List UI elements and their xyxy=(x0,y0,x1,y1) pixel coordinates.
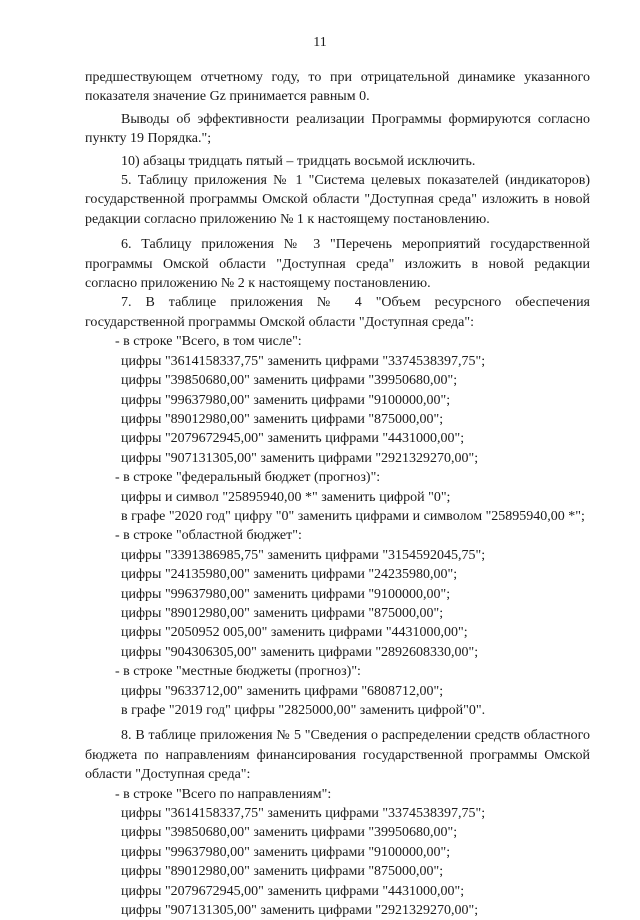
paragraph-item-10: 10) абзацы тридцать пятый – тридцать восьмой исключить. xyxy=(121,153,476,169)
row-heading-directions: - в строке "Всего по направлениям": xyxy=(115,786,332,802)
replacement-line: цифры "2079672945,00" заменить цифрами "4431000,00"; xyxy=(121,431,465,447)
replacement-line-2019: в графе "2019 год" цифры "2825000,00" заменить цифрой"0". xyxy=(121,703,486,718)
paragraph-point-5: 5. Таблицу приложения № 1 "Система целевых показателей (индикаторов) государственной программы Омской области "Доступная среда" изложить в новой редакции согласно приложению № 1 к настоящему постановлению. xyxy=(85,173,590,227)
paragraph-continuation: предшествующем отчетному году, то при отрицательной динамике указанного показателя значение Gz принимается равным 0. xyxy=(85,70,590,105)
replacement-line: цифры "3614158337,75" заменить цифрами "3374538397,75"; xyxy=(121,353,486,369)
replacement-line: цифры "2050952 005,00" заменить цифрами "4431000,00"; xyxy=(121,625,468,641)
row-heading-federal: - в строке "федеральный бюджет (прогноз)": xyxy=(115,470,381,486)
replacement-line: цифры "99637980,00" заменить цифрами "9100000,00"; xyxy=(121,586,451,602)
page-number: 11 xyxy=(313,35,327,50)
replacement-line: цифры "99637980,00" заменить цифрами "9100000,00"; xyxy=(121,844,451,860)
paragraph-point-8: 8. В таблице приложения № 5 "Сведения о распределении средств областного бюджета по направлениям финансирования государственной программы Омской области "Доступная среда": xyxy=(85,728,590,783)
replacement-line: цифры "39850680,00" заменить цифрами "39950680,00"; xyxy=(121,373,458,389)
replacement-line: цифры и символ "25895940,00 *" заменить цифрой "0"; xyxy=(121,489,451,505)
paragraph-conclusions: Выводы об эффективности реализации Программы формируются согласно пункту 19 Порядка."; xyxy=(85,111,590,147)
replacement-line: цифры "89012980,00" заменить цифрами "875000,00"; xyxy=(121,864,444,880)
replacement-line: цифры "89012980,00" заменить цифрами "875000,00"; xyxy=(121,605,444,621)
replacement-line: цифры "907131305,00" заменить цифрами "2921329270,00"; xyxy=(121,450,479,466)
replacement-line: цифры "904306305,00" заменить цифрами "2892608330,00"; xyxy=(121,644,479,660)
replacement-line: цифры "99637980,00" заменить цифрами "9100000,00"; xyxy=(121,392,451,408)
paragraph-point-7: 7. В таблице приложения № 4 "Объем ресурсного обеспечения государственной программы Омской области "Доступная среда": xyxy=(85,295,590,330)
replacement-line-2020: в графе "2020 год" цифру "0" заменить цифрами и символом "25895940,00 *"; xyxy=(121,508,585,524)
replacement-line: цифры "2079672945,00" заменить цифрами "4431000,00"; xyxy=(121,883,465,899)
document-body xyxy=(85,68,590,920)
replacement-line: цифры "24135980,00" заменить цифрами "24235980,00"; xyxy=(121,567,458,583)
row-heading-regional: - в строке "областной бюджет": xyxy=(115,528,302,544)
replacement-line: цифры "89012980,00" заменить цифрами "875000,00"; xyxy=(121,411,444,427)
replacement-line: цифры "3614158337,75" заменить цифрами "3374538397,75"; xyxy=(121,806,486,822)
replacement-line: цифры "39850680,00" заменить цифрами "39950680,00"; xyxy=(121,825,458,841)
row-heading-local: - в строке "местные бюджеты (прогноз)": xyxy=(115,664,361,680)
replacement-line: цифры "907131305,00" заменить цифрами "2921329270,00"; xyxy=(121,903,479,919)
row-heading-total: - в строке "Всего, в том числе": xyxy=(115,334,302,350)
replacement-line: цифры "9633712,00" заменить цифрами "6808712,00"; xyxy=(121,683,444,699)
replacement-line: цифры "3391386985,75" заменить цифрами "3154592045,75"; xyxy=(121,547,486,563)
paragraph-point-6: 6. Таблицу приложения № 3 "Перечень мероприятий государственной программы Омской области "Доступная среда" изложить в новой редакции согласно приложению № 2 к настоящему постановлению. xyxy=(85,237,590,292)
